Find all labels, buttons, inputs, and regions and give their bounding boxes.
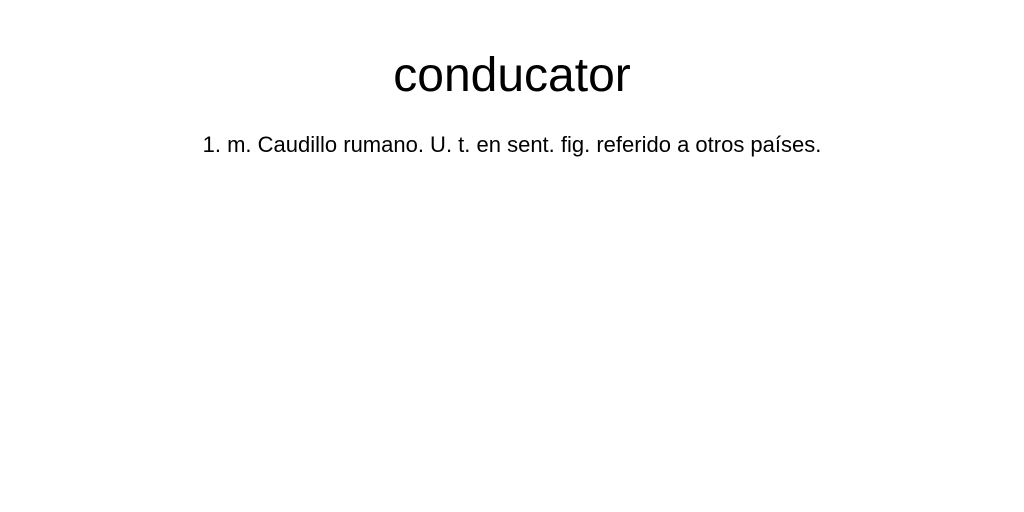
entry-headword: conducator [393,49,631,102]
entry-definition: 1. m. Caudillo rumano. U. t. en sent. fig. referido a otros países. [202,132,822,157]
